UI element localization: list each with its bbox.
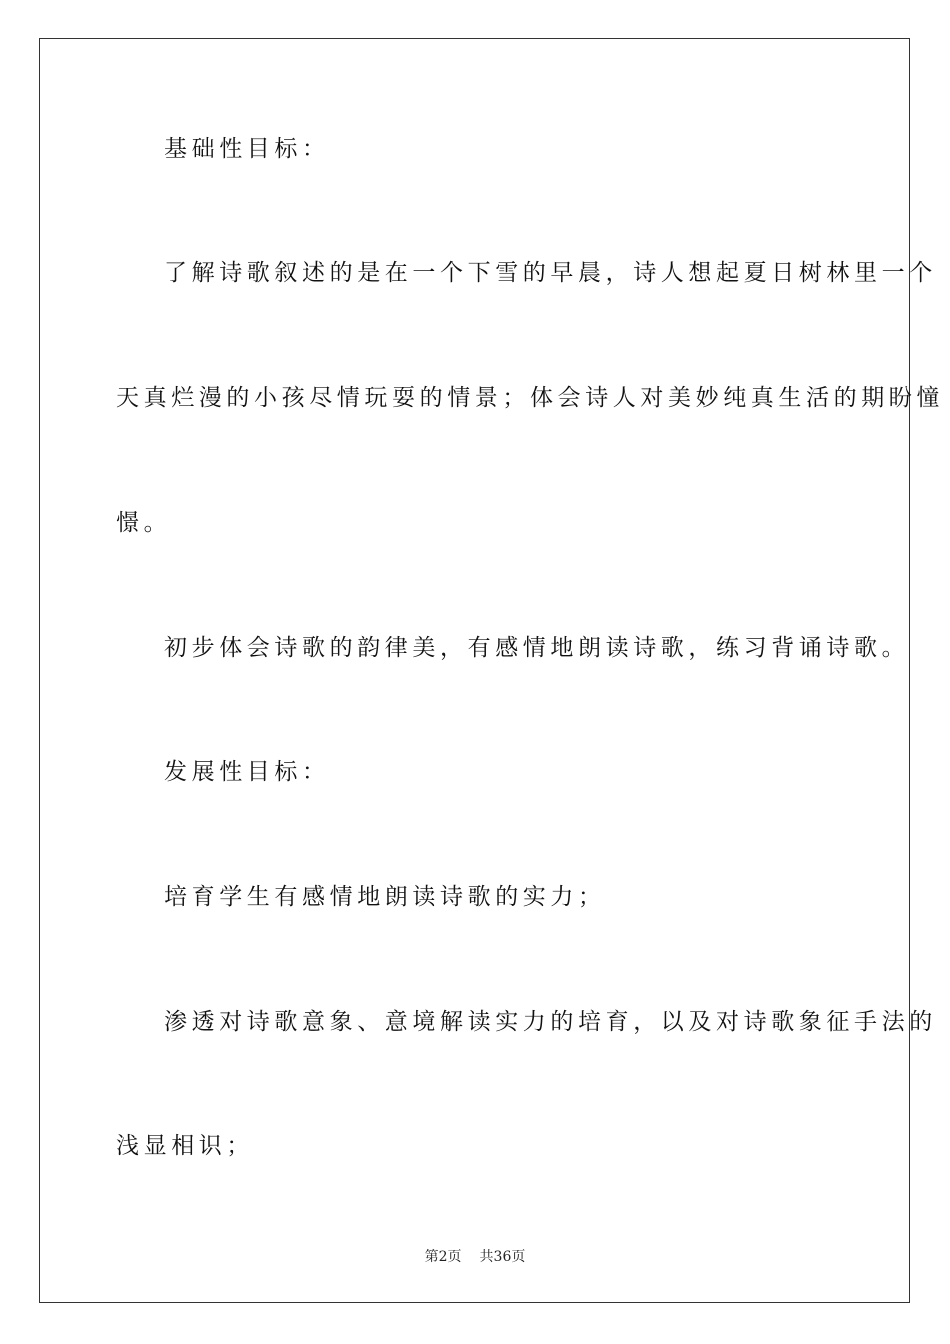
paragraph-line: 初步体会诗歌的韵律美，有感情地朗读诗歌，练习背诵诗歌。: [164, 635, 910, 661]
paragraph-line: 发展性目标：: [164, 759, 330, 785]
paragraph-line: 浅显相识；: [116, 1133, 254, 1159]
page-total: 共36页: [479, 1249, 526, 1265]
paragraph-line: 了解诗歌叙述的是在一个下雪的早晨，诗人想起夏日树林里一个: [164, 260, 937, 286]
page-footer: [0, 1246, 950, 1266]
paragraph-line: 培育学生有感情地朗读诗歌的实力；: [164, 884, 606, 910]
paragraph-line: 憬。: [116, 510, 172, 536]
paragraph-line: 渗透对诗歌意象、意境解读实力的培育，以及对诗歌象征手法的: [164, 1009, 937, 1035]
page-border: [39, 38, 910, 1303]
page-number: 第2页: [424, 1249, 462, 1265]
paragraph-line: 基础性目标：: [164, 136, 330, 162]
paragraph-line: 天真烂漫的小孩尽情玩耍的情景；体会诗人对美妙纯真生活的期盼憧: [116, 385, 944, 411]
